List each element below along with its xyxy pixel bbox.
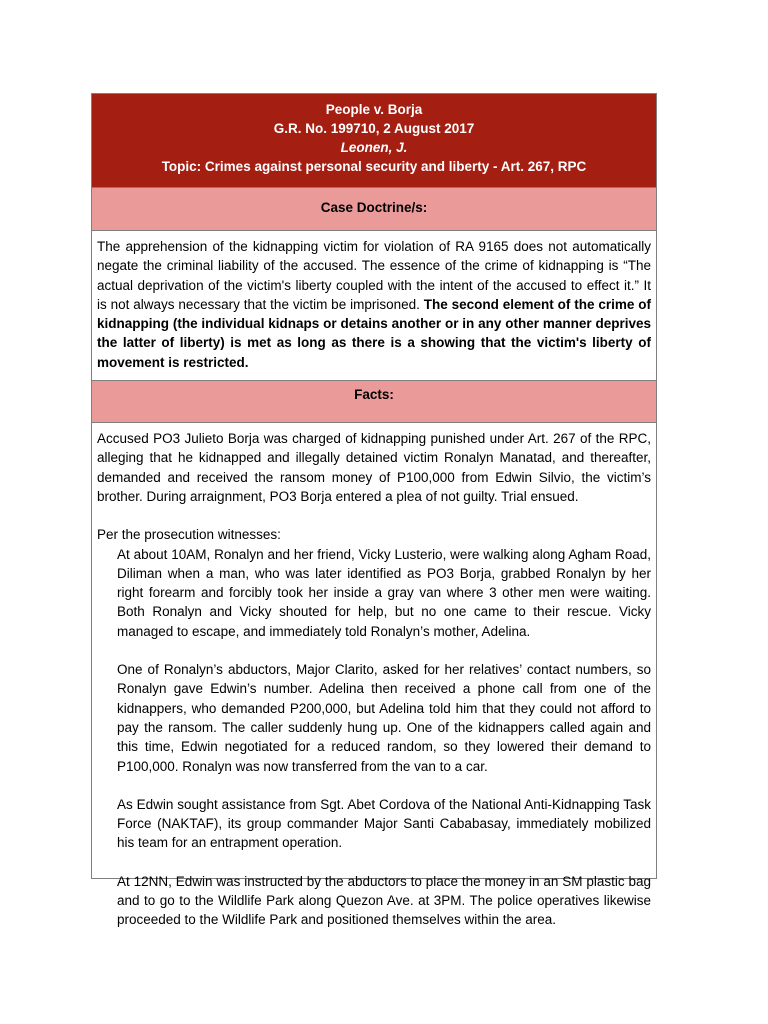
facts-heading: Facts: xyxy=(92,381,656,423)
doctrine-text-bold: The second element of the crime of kidnapping (the individual kidnaps or detains another or in any other manner deprives the latter of liberty) is met as long as there is a showing that the victim's liberty of movement is restricted. xyxy=(97,296,652,370)
facts-paragraph: As Edwin sought assistance from Sgt. Abet Cordova of the National Anti-Kidnapping Task Force (NAKTAF), its group commander Major Santi Cababasay, immediately mobilized his team for an entrapment operation. xyxy=(117,796,651,851)
facts-paragraph: At 12NN, Edwin was instructed by the abductors to place the money in an SM plastic bag and to go to the Wildlife Park along Quezon Ave. at 3PM. The police operatives likewise proceeded to the Wildlife Park and positioned themselves within the area. xyxy=(117,873,651,928)
case-ponente: Leonen, J. xyxy=(340,140,408,155)
facts-paragraph: At about 10AM, Ronalyn and her friend, Vicky Lusterio, were walking along Agham Road, Diliman when a man, who was later identified as PO3 Borja, grabbed Ronalyn by her right forearm and forcibly took her inside a gray van where 3 other men were waiting. Both Ronalyn and Vicky shouted for help, but no one came to their rescue. Vicky managed to escape, and immediately told Ronalyn’s mother, Adelina. xyxy=(117,546,651,639)
doctrine-text-regular: The apprehension of the kidnapping victim for violation of RA 9165 does not automatically negate the criminal liability of the accused. The essence of the crime of kidnapping is “The actual deprivation of the victim's liberty coupled with the intent of the accused to effect it.” It is not always necessary that the victim be imprisoned. xyxy=(97,239,651,312)
case-title: People v. Borja xyxy=(325,102,423,117)
case-topic: Topic: Crimes against personal security and liberty - Art. 267, RPC xyxy=(161,159,587,174)
facts-paragraph: One of Ronalyn’s abductors, Major Clarito, asked for her relatives’ contact numbers, so Ronalyn gave Edwin’s number. Adelina then received a phone call from one of the kidnappers, who demanded P200,000, but Adelina told him that they could not afford to pay the ransom. The caller suddenly hung up. One of the kidnappers called again and this time, Edwin negotiated for a reduced random, so they lowered their demand to P100,000. Ronalyn was now transferred from the van to a car. xyxy=(117,662,651,774)
doctrine-text xyxy=(92,231,656,381)
facts-prosecution-intro: Per the prosecution witnesses: xyxy=(97,527,281,543)
case-digest-table xyxy=(91,93,657,928)
facts-text xyxy=(92,423,656,928)
case-header xyxy=(92,94,656,188)
doctrine-heading: Case Doctrine/s: xyxy=(92,188,656,231)
case-gr-number: G.R. No. 199710, 2 August 2017 xyxy=(273,121,475,136)
facts-paragraph: Accused PO3 Julieto Borja was charged of kidnapping punished under Art. 267 of the RPC, alleging that he kidnapped and illegally detained victim Ronalyn Manatad, and thereafter, demanded and received the ransom money of P100,000 from Edwin Silvio, the victim’s brother. During arraignment, PO3 Borja entered a plea of not guilty. Trial ensued. xyxy=(97,431,651,504)
